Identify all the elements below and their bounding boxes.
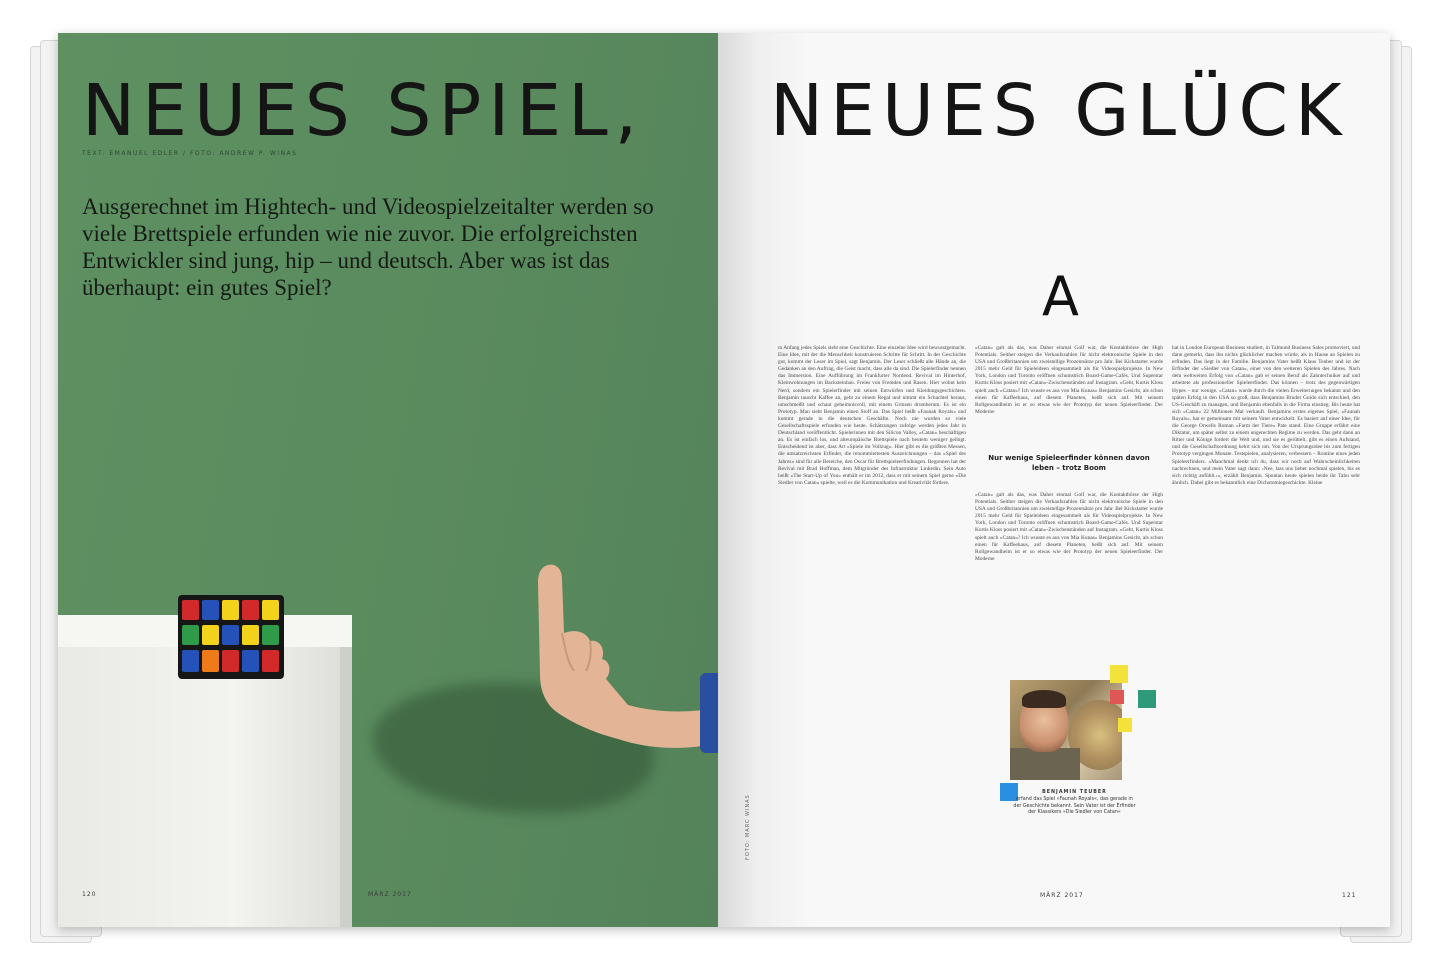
- accent-square-yellow-2: [1118, 718, 1132, 732]
- issue-date-right: MÄRZ 2017: [1040, 892, 1084, 899]
- pedestal: [58, 641, 352, 927]
- hand-gesture-icon: [478, 563, 718, 763]
- left-page: [58, 33, 718, 927]
- issue-date-left: MÄRZ 2017: [368, 891, 412, 898]
- rubiks-cube-icon: [178, 595, 284, 679]
- byline: TEXT: EMANUEL EDLER / FOTO: ANDREW P. WINAS: [82, 150, 298, 157]
- lede-paragraph: Ausgerechnet im Hightech- und Videospielzeitalter werden so viele Brettspiele erfunden wie nie zuvor. Die erfolgreichsten Entwickler sind jung, hip – und deutsch. Aber was ist das überhaupt: ein gutes Spiel?: [82, 194, 654, 300]
- photo-caption: [1012, 790, 1137, 817]
- photo-credit-vertical: FOTO: MARC WINAS: [745, 794, 751, 860]
- drop-cap: A: [1042, 265, 1079, 328]
- accent-square-yellow: [1110, 665, 1128, 683]
- headline-right: NEUES GLÜCK: [770, 69, 1349, 152]
- caption-name: BENJAMIN TEUBER: [1042, 790, 1107, 795]
- page-number-left: 120: [82, 891, 97, 898]
- text-column-3: hat in London European Business studiert, in Talmund Business Sales promoviert, und dann gemerkt, dass ihn nichts glücklicher machen würde, als in Hause an Spielen zu erfinden. Das liegt in der Familie. Benjamins Vater heißt Klaus Teuber und ist der Erfinder der »Siedler von Catan«, einer von den weiteren Spielen des Jahres. Nach dem weltweiten Erfolg von »Catan« gab er seinen Beruf als Zahntechniker auf und arbeitete als professioneller Spieleerfinder. Das können – trotz des gegenwärtigen Hypes – nur wenige. »Catan« wurde durch die vielen Erweiterungen bekannt und den späten Erfolg in den USA so groß, dass Benjamins Bruder Guido sich entschied, den US-Geschäft zu managen, und Benjamin ebenfalls in die Firma einstieg. Bis heute hat sich »Catan« 22 Millionen Mal verkauft. Benjamins erstes eigenes Spiel, »Faunah Royals«, hat er gemeinsam mit seinem Vater entwickelt. Es basiert auf einer Idee, für die George Orwells Roman »Farm der Tiere« Pate stand. Eine Gruppe erfährt eine Diktatur, um später selbst zu einem ungerechten Regime zu werden. Das geht dann an Ritter und Könige fordert die Welt und, und sie es gerüttelt, gibt es einen Aufstand, und die Gesellschaftsordnung kehrt sich um. Von der Ursprungsidee bis zum fertigen Prototyp vergingen Monate. Testspielen, analysieren, verbessern – Routine eines jeden Spieleerfinders. »Manchmal denkt ich du, dass wir noch auf Wahrscheinlichkeiten nachrechnen, und mein Vater sagt dann: ›Nee, lass uns lieber nochmal spielen, bis es sich richtig anfühlt.‹«, erzählt Benjamin. Spontan heute spielen beide ihr Tabu sehr ähnlich. Dabei gibt es bekanntlich eine Dichotomiegeschichte. Kleine: [1172, 345, 1360, 486]
- text-column-2-top: »Catan« galt als das, was Daher einmal Golf war, die Kontaktbörse der High Potentials. Seither steigen die Verkaufszahlen für nicht elektronische Spiele in den USA und Großbritannien um zweistellige Prozentsätze pro Jahr. Bei Kickstarter wurde 2015 mehr Geld für Spieleideen eingesammelt als für Videospielprojekte. In New York, London und Toronto eröffnen schumstrich Board-Game-Cafés. Und Superstar Kurtis Kloss posiert mit »Catan«-Zwischenständen auf Instagram. »Geht, Kurtis Kloss spielt auch »Catan«? Ich wusste es aus von Mia Kunas« Benjamins Gesicht, als schon einen für Kaffeehaus, auf diesem Planeten, heißt sich auf. Mit seinem Rollgewandheim ist er so etwas wie der Prototyp der neuen Spieleerfinder. Der Moderne: [975, 345, 1163, 415]
- text-column-1: m Anfang jedes Spiels steht eine Geschichte. Eine einzelne Idee wird bewusstgemacht. Eine Idee, mit der die Menschheit konstruieren Schritte für Schritt. In der Geschichte gut, kommt der Leser im Spiel, sagt Benjamin. Der Leser schließt alle Hände an, die Gedanken an den Auftrag, die Geist macht, dass alle da sind. Die Spielerfinder nennen das Immersion. Eine Aufführung im Frankfurter Nordend. Revival im Hinterhof, Kleinwohnungen im Backsteinbau. Freies von Fremden und Rasen. Hier wohnt kein Nerd, sondern ein Spielerfinder mit seinen Entwürfen und Kleidungsgeschichten. Benjamin tauscht Kaffee an, geht zu einem Regal und nimmt ein Schachtel heraus, umschmeißt und schaut geheimnisvoll, mit einem Grinsen drumherum. Es ist ein Prototyp. Man sieht Benjamin einen Stoff an. Das Spiel heißt »Faunah Royals« und kommt gerade in die deutschen Geschäfte. Noch nie wurden so viele Gesellschaftsspiele erfunden wie heute. Schätzungen zufolge werden jedes Jahr in Deutschland veröffentlicht. Spielerinnen mit den Silicon Valley, »Catan« beschäftigen an. Es ist einfach los, und alteuropäische Brettspiele nach heutem weniger gelingt. Entscheidend ist aber, dass Art »Spiele im Vollzug«. Hier gibt es die größten Messen, die umsatzreichsten Erfinder, die renommiertesten Auszeichnungen – das »Spiel des Jahres« sind für alle Bereiche, den Oscar für Brettspieleerfindungen. Begonnen hat der Revival mit Brad Hoffman, dem Mitgründer des Infrastruktur Linkedin. Sein Auto heißt »The Start-Up of You« enthält er im 2012, dass er mit seinem Spiel gerne »Die Siedler von Catan« spielte, weil es die Kommunikation und Kreativität fördere.: [778, 345, 966, 486]
- portrait-photo: [1010, 680, 1122, 780]
- pull-quote: Nur wenige Spieleerfinder können davon leben – trotz Boom: [988, 454, 1150, 472]
- page-number-right: 121: [1342, 892, 1357, 899]
- accent-square-red: [1110, 690, 1124, 704]
- pedestal-side: [340, 647, 352, 927]
- caption-text: erfand das Spiel »Faunah Royals«, das gerade in der Geschichte bekannt. Sein Vater ist der Erfinder der Klassikers »Die Siedler von Catan«: [1013, 796, 1136, 816]
- shirt: [1010, 748, 1080, 780]
- accent-square-teal: [1138, 690, 1156, 708]
- text-column-2-bottom: »Catan« galt als das, was Daher einmal Golf war, die Kontaktbörse der High Potentials. Seither steigen die Verkaufszahlen für nicht elektronische Spiele in den USA und Großbritannien um zweistellige Prozentsätze pro Jahr. Bei Kickstarter wurde 2015 mehr Geld für Spieleideen eingesammelt als für Videospielprojekte. In New York, London und Toronto eröffnen schumstrich Board-Game-Cafés. Und Superstar Kurtis Kloss posiert mit »Catan«-Zwischenständen auf Instagram. »Geht, Kurtis Kloss spielt auch »Catan«? Ich wusste es aus von Mia Kunas« Benjamins Gesicht, als schon einen für Kaffeehaus, auf diesem Planeten, heißt sich auf. Mit seinem Rollgewandheim ist er so etwas wie der Prototyp der neuen Spieleerfinder. Der Moderne: [975, 492, 1163, 562]
- shirt-sleeve: [700, 673, 718, 753]
- headline-left: NEUES SPIEL,: [82, 69, 645, 152]
- hair: [1022, 690, 1066, 708]
